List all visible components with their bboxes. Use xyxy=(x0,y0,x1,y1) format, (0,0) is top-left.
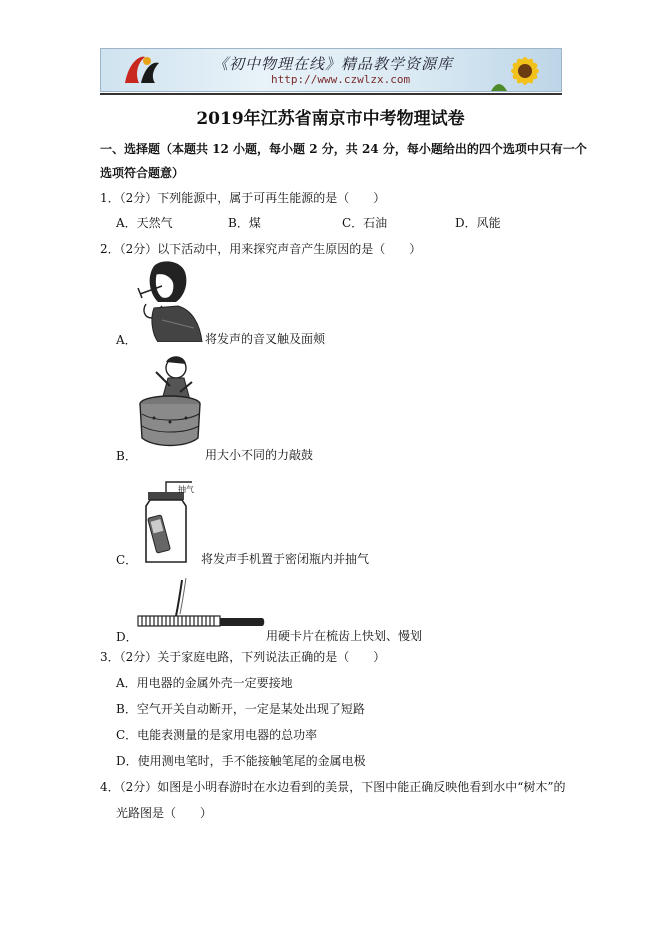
question-1-option-b: B．煤 xyxy=(228,216,261,230)
section-heading-line1: 一、选择题（本题共 12 小题，每小题 2 分，共 24 分，每小题给出的四个选项中只有一个 xyxy=(100,142,587,156)
sunflower-icon xyxy=(485,51,555,91)
page-title: 2019年江苏省南京市中考物理试卷 xyxy=(196,109,465,129)
question-4-stem-line2: 光路图是（ ） xyxy=(116,806,213,820)
question-2-option-c-figure-label: 抽气 xyxy=(178,485,194,494)
question-1-option-c: C．石油 xyxy=(342,216,388,230)
section-heading-line2: 选项符合题意） xyxy=(100,166,185,180)
question-3-stem: 3．（2分）关于家庭电路，下列说法正确的是（ ） xyxy=(100,650,386,664)
header-rule xyxy=(100,93,562,95)
sealed-bottle-phone-figure xyxy=(136,476,206,566)
header-banner xyxy=(100,48,562,92)
site-url: http://www.czwlzx.com xyxy=(271,73,411,86)
question-3-option-c: C．电能表测量的是家用电器的总功率 xyxy=(116,728,318,742)
comb-card-figure xyxy=(136,576,266,634)
question-2-option-d-label: D． xyxy=(116,630,138,644)
question-2-option-d-text: 用硬卡片在梳齿上快划、慢划 xyxy=(266,629,423,643)
question-1-stem: 1．（2分）下列能源中，属于可再生能源的是（ ） xyxy=(100,191,386,205)
question-2-stem: 2．（2分）以下活动中，用来探究声音产生原因的是（ ） xyxy=(100,242,422,256)
site-name: 《初中物理在线》精品教学资源库 xyxy=(213,55,454,73)
logo-icon xyxy=(119,53,165,89)
tuning-fork-face-figure xyxy=(132,258,204,342)
question-1-option-a: A．天然气 xyxy=(116,216,173,230)
question-3-option-b: B．空气开关自动断开，一定是某处出现了短路 xyxy=(116,702,365,716)
question-2-option-a-label: A． xyxy=(116,333,137,347)
question-3-option-d: D．使用测电笔时，手不能接触笔尾的金属电极 xyxy=(116,754,366,768)
question-2-option-b-text: 用大小不同的力敲鼓 xyxy=(205,448,314,462)
question-1-option-d: D．风能 xyxy=(455,216,501,230)
question-2-option-c-label: C． xyxy=(116,553,138,567)
question-2-option-c-text: 将发声手机置于密闭瓶内并抽气 xyxy=(201,552,370,566)
question-2-option-a-text: 将发声的音叉触及面颊 xyxy=(205,332,326,346)
question-2-option-b-label: B． xyxy=(116,449,137,463)
question-4-stem-line1: 4．（2分）如图是小明春游时在水边看到的美景，下图中能正确反映他看到水中“树木”的 xyxy=(100,780,566,794)
drum-figure xyxy=(134,352,204,448)
question-3-option-a: A．用电器的金属外壳一定要接地 xyxy=(116,676,293,690)
